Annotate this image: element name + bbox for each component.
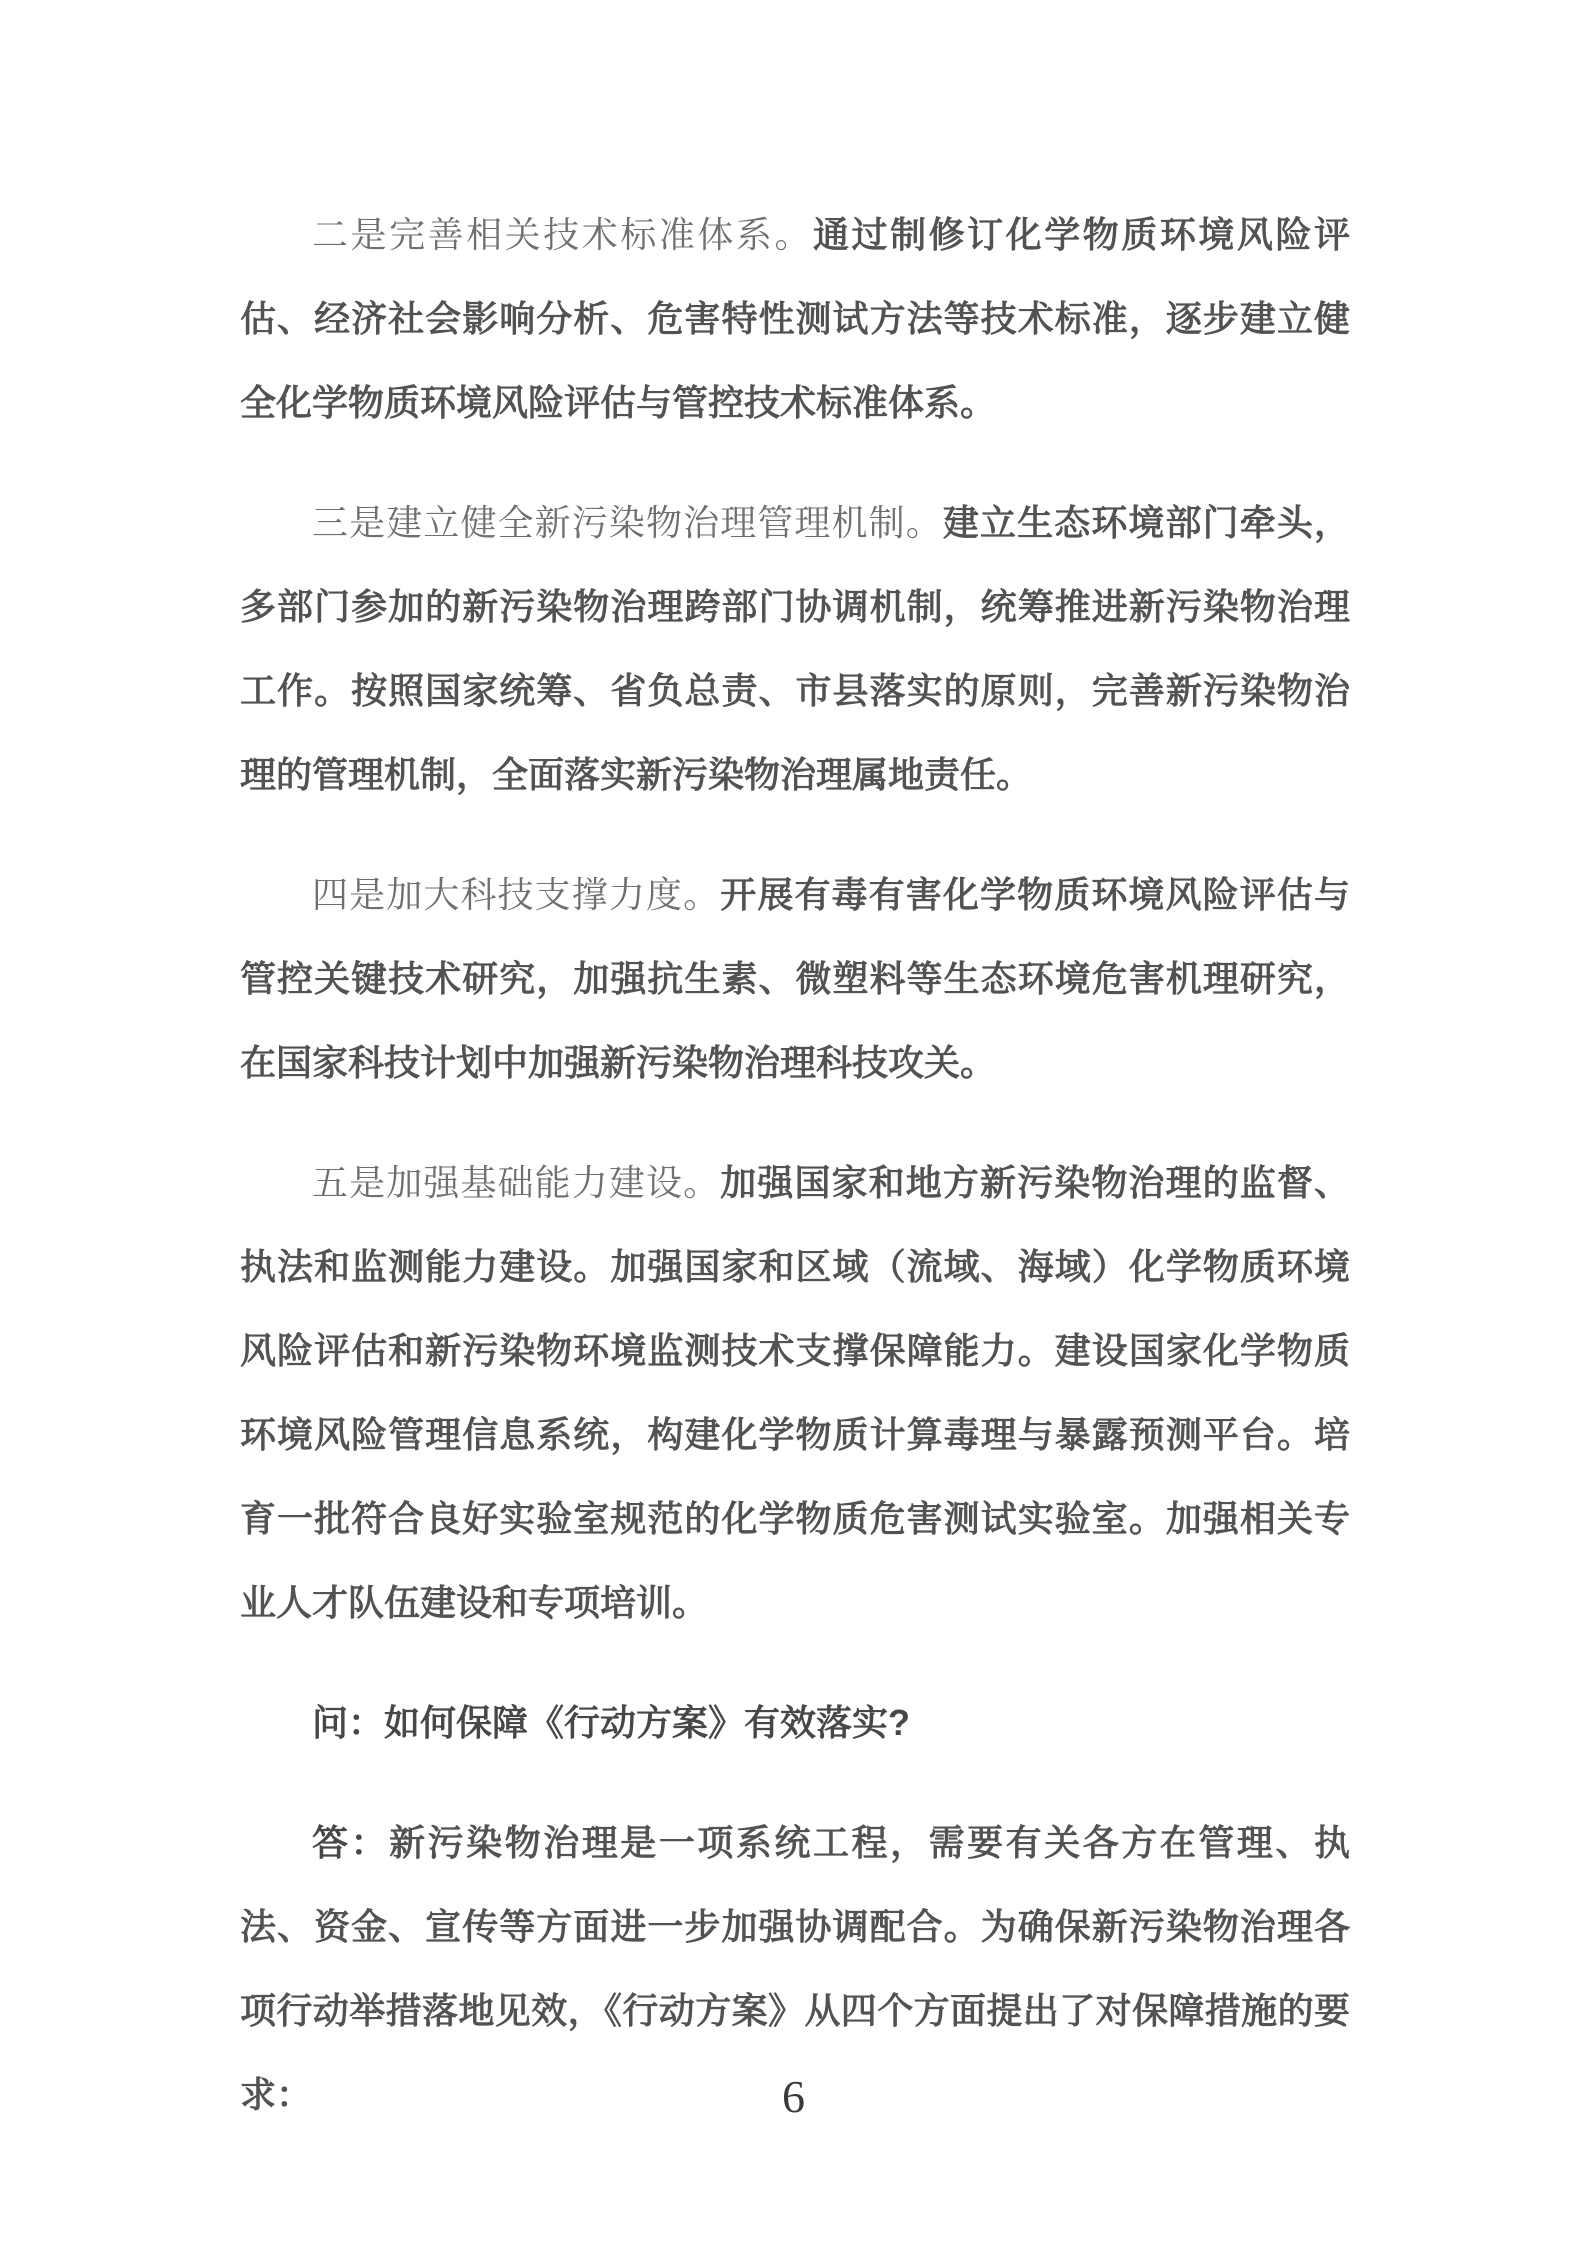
paragraph-body: 开展有毒有害化学物质环境风险评估与管控关键技术研究，加强抗生素、微塑料等生态环境危害机理研究，在国家科技计划中加强新污染物治理科技攻关。: [240, 874, 1350, 1083]
paragraph-lead: 二是完善相关技术标准体系。: [312, 215, 813, 255]
paragraph-measure-5: [240, 1141, 1350, 1645]
paragraph-body: 建立生态环境部门牵头，多部门参加的新污染物治理跨部门协调机制，统筹推进新污染物治理工作。按照国家统筹、省负总责、市县落实的原则，完善新污染物治理的管理机制，全面落实新污染物治理属地责任。: [240, 502, 1350, 795]
answer-label: 答：: [312, 1822, 390, 1863]
page-number: 6: [782, 2071, 805, 2122]
paragraph-measure-2: [240, 193, 1350, 445]
question-text: 如何保障《行动方案》有效落实?: [384, 1702, 911, 1743]
answer-text: 新污染物治理是一项系统工程，需要有关各方在管理、执法、资金、宣传等方面进一步加强协调配合。为确保新污染物治理各项行动举措落地见效，《行动方案》从四个方面提出了对保障措施的要求：: [240, 1822, 1350, 2115]
paragraph-lead: 五是加强基础能力建设。: [312, 1163, 721, 1203]
paragraph-measure-3: [240, 481, 1350, 817]
document-body: [240, 193, 1350, 2173]
question-line: [240, 1681, 1350, 1765]
paragraph-body: 加强国家和地方新污染物治理的监督、执法和监测能力建设。加强国家和区域（流域、海域）化学物质环境风险评估和新污染物环境监测技术支撑保障能力。建设国家化学物质环境风险管理信息系统，构建化学物质计算毒理与暴露预测平台。培育一批符合良好实验室规范的化学物质危害测试实验室。加强相关专业人才队伍建设和专项培训。: [240, 1162, 1350, 1623]
paragraph-body: 通过制修订化学物质环境风险评估、经济社会影响分析、危害特性测试方法等技术标准，逐步建立健全化学物质环境风险评估与管控技术标准体系。: [240, 214, 1350, 423]
paragraph-lead: 三是建立健全新污染物治理管理机制。: [312, 503, 943, 543]
paragraph-measure-4: [240, 853, 1350, 1105]
question-label: 问：: [312, 1702, 385, 1743]
paragraph-lead: 四是加大科技支撑力度。: [312, 875, 721, 915]
